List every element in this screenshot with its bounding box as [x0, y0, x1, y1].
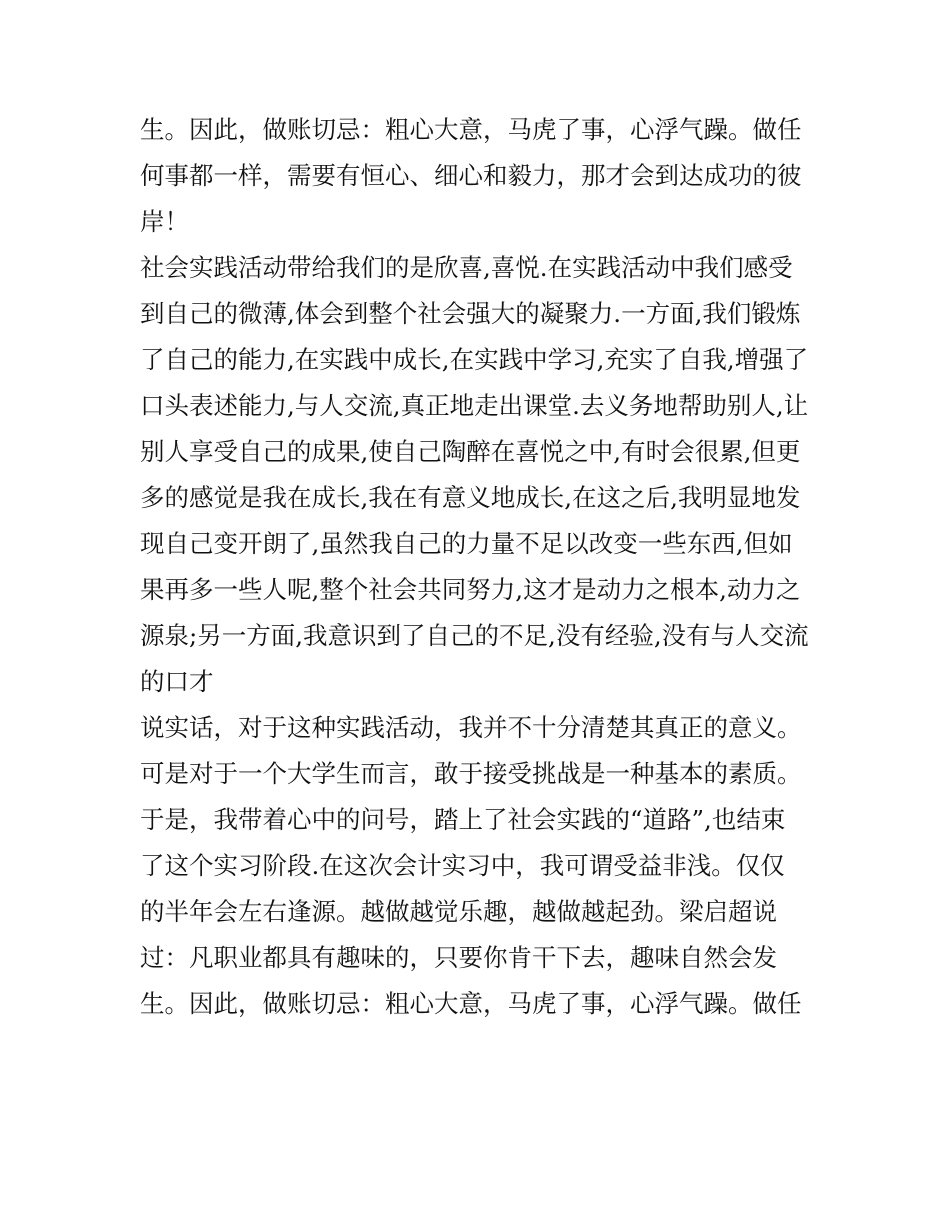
text-line: 可是对于一个大学生而言，敢于接受挑战是一种基本的素质。 [140, 759, 802, 788]
text-line: 生。因此，做账切忌：粗心大意，马虎了事，心浮气躁。做任 [140, 989, 802, 1018]
text-line: 到自己的微薄,体会到整个社会强大的凝聚力.一方面,我们锻炼 [140, 299, 801, 328]
text-line: 口头表述能力,与人交流,真正地走出课堂.去义务地帮助别人,让 [140, 391, 809, 420]
text-line: 生。因此，做账切忌：粗心大意，马虎了事，心浮气躁。做任 [140, 115, 802, 144]
text-line: 现自己变开朗了,虽然我自己的力量不足以改变一些东西,但如 [140, 529, 793, 558]
text-line: 何事都一样，需要有恒心、细心和毅力，那才会到达成功的彼 [140, 161, 802, 190]
text-line: 了自己的能力,在实践中成长,在实践中学习,充实了自我,增强了 [140, 345, 809, 374]
text-line: 源泉;另一方面,我意识到了自己的不足,没有经验,没有与人交流 [140, 621, 809, 650]
text-line: 果再多一些人呢,整个社会共同努力,这才是动力之根本,动力之 [140, 575, 801, 604]
text-line: 多的感觉是我在成长,我在有意义地成长,在这之后,我明显地发 [140, 483, 801, 512]
text-line: 了这个实习阶段.在这次会计实习中，我可谓受益非浅。仅仅 [140, 851, 785, 880]
text-line: 的口才 [140, 667, 214, 696]
text-line: 于是，我带着心中的问号，踏上了社会实践的“道路”,也结束 [140, 805, 786, 834]
text-line: 别人享受自己的成果,使自己陶醉在喜悦之中,有时会很累,但更 [140, 437, 801, 466]
text-line: 社会实践活动带给我们的是欣喜,喜悦.在实践活动中我们感受 [140, 253, 793, 282]
body-text [140, 107, 820, 1027]
text-line: 的半年会左右逢源。越做越觉乐趣，越做越起劲。梁启超说 [140, 897, 777, 926]
text-line: 说实话，对于这种实践活动，我并不十分清楚其真正的意义。 [140, 713, 802, 742]
text-line: 过：凡职业都具有趣味的，只要你肯干下去，趣味自然会发 [140, 943, 777, 972]
text-line: 岸！ [140, 207, 189, 236]
